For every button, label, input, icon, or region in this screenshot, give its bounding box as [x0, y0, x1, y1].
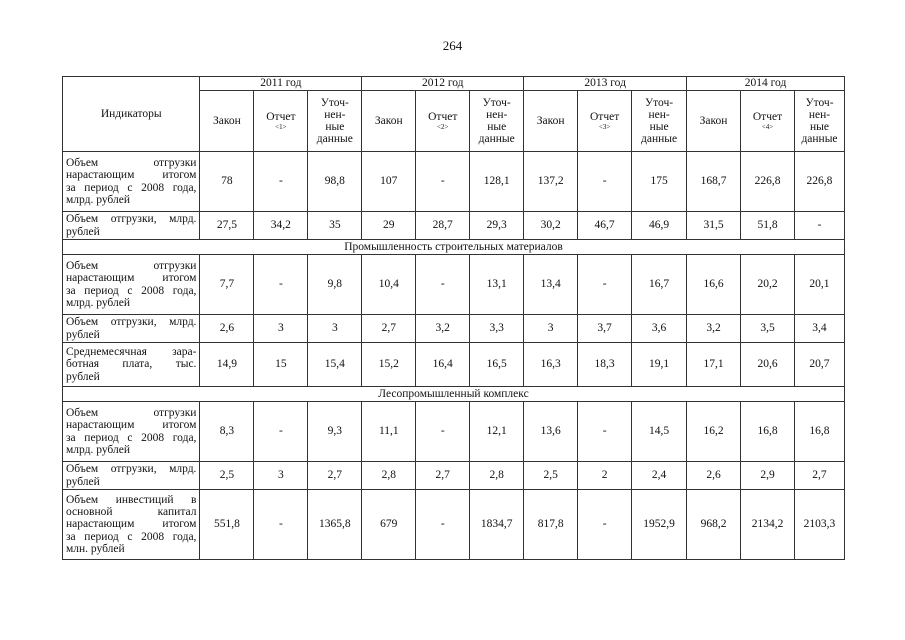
indicator-label-line: млн. рублей	[66, 542, 125, 555]
header-utoch-part: Уточ-	[645, 96, 674, 109]
value-cell: 78	[200, 152, 254, 212]
value-cell: 226,8	[794, 152, 844, 212]
value-cell: 1834,7	[470, 490, 524, 560]
value-cell: 3	[524, 315, 578, 343]
table-row	[63, 255, 845, 315]
value-cell: 16,8	[794, 402, 844, 462]
indicator-label-line: за период с 2008 года,	[66, 431, 197, 444]
header-otchet-ref: <4>	[761, 123, 774, 132]
value-cell: 168,7	[687, 152, 741, 212]
value-cell: 20,6	[741, 343, 795, 387]
value-cell: 2134,2	[741, 490, 795, 560]
value-cell: -	[578, 490, 632, 560]
value-cell: 27,5	[200, 212, 254, 240]
header-otchet	[578, 91, 632, 152]
value-cell: 29,3	[470, 212, 524, 240]
value-cell: 2,5	[524, 462, 578, 490]
value-cell: -	[578, 152, 632, 212]
indicator-label-line: млрд. рублей	[66, 296, 130, 309]
indicator-label-line: рублей	[66, 475, 100, 488]
header-year: 2011 год	[200, 77, 362, 91]
value-cell: 16,5	[470, 343, 524, 387]
value-cell: 2,8	[362, 462, 416, 490]
header-year: 2013 год	[524, 77, 687, 91]
value-cell: 3,3	[470, 315, 524, 343]
header-utoch-part: ные	[649, 121, 669, 133]
value-cell: 2,5	[200, 462, 254, 490]
value-cell: 13,4	[524, 255, 578, 315]
section-header: Промышленность строительных материалов	[63, 240, 845, 255]
value-cell: 3,2	[687, 315, 741, 343]
header-zakon: Закон	[362, 91, 416, 152]
indicator-label-line: за период с 2008 года,	[66, 284, 197, 297]
value-cell: 16,4	[416, 343, 470, 387]
page-number: 264	[442, 38, 463, 53]
value-cell: 226,8	[741, 152, 795, 212]
value-cell: 817,8	[524, 490, 578, 560]
value-cell: 34,2	[254, 212, 308, 240]
value-cell: 15,2	[362, 343, 416, 387]
indicator-label-line: нарастающим итогом	[66, 169, 197, 182]
header-utoch-part: данные	[801, 133, 838, 146]
indicator-label-line: Среднемесячная зара-	[66, 346, 197, 359]
header-utochnennye	[794, 91, 844, 152]
value-cell: -	[254, 402, 308, 462]
value-cell: 13,1	[470, 255, 524, 315]
header-utoch-part: нен-	[324, 108, 346, 121]
indicator-label-line: Объем отгрузки, млрд.	[66, 316, 197, 329]
value-cell: 11,1	[362, 402, 416, 462]
header-zakon: Закон	[524, 91, 578, 152]
header-indicators: Индикаторы	[63, 77, 200, 152]
indicator-label-line: Объем отгрузки, млрд.	[66, 213, 197, 226]
header-otchet-ref: <2>	[437, 123, 449, 132]
table-row	[63, 490, 845, 560]
value-cell: -	[254, 152, 308, 212]
value-cell: 9,3	[308, 402, 362, 462]
header-zakon: Закон	[200, 91, 254, 152]
indicator-label	[63, 212, 200, 240]
indicators-table	[62, 76, 845, 560]
value-cell: 16,7	[632, 255, 687, 315]
header-utochnennye	[308, 91, 362, 152]
value-cell: 13,6	[524, 402, 578, 462]
value-cell: 10,4	[362, 255, 416, 315]
indicator-label-line: Объем отгрузки	[66, 260, 197, 273]
indicator-label-line: рублей	[66, 370, 100, 383]
indicator-label-line: основной капитал	[66, 506, 197, 519]
value-cell: 107	[362, 152, 416, 212]
value-cell: 175	[632, 152, 687, 212]
value-cell: 20,1	[794, 255, 844, 315]
table-row	[63, 402, 845, 462]
indicator-label-line: нарастающим итогом	[66, 419, 197, 432]
value-cell: 14,9	[200, 343, 254, 387]
value-cell: 3,5	[741, 315, 795, 343]
value-cell: 14,5	[632, 402, 687, 462]
value-cell: -	[254, 255, 308, 315]
indicator-label-line: Объем отгрузки, млрд.	[66, 463, 197, 476]
value-cell: 18,3	[578, 343, 632, 387]
value-cell: 28,7	[416, 212, 470, 240]
header-utoch-part: ные	[809, 121, 829, 133]
value-cell: 16,8	[741, 402, 795, 462]
header-utoch-part: данные	[316, 133, 353, 146]
header-utoch-part: данные	[478, 133, 515, 146]
value-cell: 17,1	[687, 343, 741, 387]
table-row	[63, 152, 845, 212]
table-row	[63, 343, 845, 387]
indicator-label	[63, 490, 200, 560]
value-cell: 551,8	[200, 490, 254, 560]
value-cell: 1952,9	[632, 490, 687, 560]
value-cell: -	[254, 490, 308, 560]
value-cell: 46,7	[578, 212, 632, 240]
value-cell: 3,6	[632, 315, 687, 343]
value-cell: 29	[362, 212, 416, 240]
value-cell: 2,7	[416, 462, 470, 490]
indicator-label-line: нарастающим итогом	[66, 272, 197, 285]
header-utoch-part: нен-	[648, 108, 670, 121]
value-cell: 968,2	[687, 490, 741, 560]
indicator-label	[63, 255, 200, 315]
header-utoch-part: Уточ-	[482, 96, 511, 109]
indicator-label	[63, 315, 200, 343]
value-cell: 2,8	[470, 462, 524, 490]
value-cell: 3,4	[794, 315, 844, 343]
value-cell: 2,9	[741, 462, 795, 490]
indicator-label	[63, 402, 200, 462]
header-year: 2012 год	[362, 77, 524, 91]
indicator-label	[63, 462, 200, 490]
header-utoch-part: Уточ-	[805, 96, 834, 109]
value-cell: 2,7	[362, 315, 416, 343]
value-cell: 51,8	[741, 212, 795, 240]
value-cell: 2,4	[632, 462, 687, 490]
header-utoch-part: нен-	[486, 108, 508, 121]
value-cell: 9,8	[308, 255, 362, 315]
value-cell: 19,1	[632, 343, 687, 387]
header-otchet	[254, 91, 308, 152]
indicator-label-line: Объем отгрузки	[66, 407, 197, 420]
table-row	[63, 462, 845, 490]
value-cell: 3	[254, 462, 308, 490]
header-year: 2014 год	[687, 77, 845, 91]
indicator-label-line: ботная плата, тыс.	[66, 358, 197, 371]
value-cell: 3	[308, 315, 362, 343]
header-utoch-part: Уточ-	[320, 96, 349, 109]
value-cell: -	[416, 152, 470, 212]
header-utoch-part: данные	[641, 133, 678, 146]
header-otchet-label: Отчет	[752, 110, 783, 123]
header-otchet-label: Отчет	[428, 110, 458, 123]
header-otchet-ref: <3>	[598, 123, 611, 132]
value-cell: 3	[254, 315, 308, 343]
header-otchet-label: Отчет	[589, 110, 620, 123]
value-cell: -	[578, 255, 632, 315]
indicator-label-line: млрд. рублей	[66, 443, 130, 456]
indicator-label	[63, 343, 200, 387]
header-zakon: Закон	[687, 91, 741, 152]
value-cell: 2,7	[308, 462, 362, 490]
value-cell: 2,6	[687, 462, 741, 490]
header-utochnennye	[632, 91, 687, 152]
value-cell: 3,7	[578, 315, 632, 343]
value-cell: 31,5	[687, 212, 741, 240]
header-utoch-part: ные	[487, 121, 507, 133]
value-cell: 679	[362, 490, 416, 560]
header-utoch-part: нен-	[808, 108, 831, 121]
header-utochnennye	[470, 91, 524, 152]
value-cell: 7,7	[200, 255, 254, 315]
header-otchet-label: Отчет	[266, 110, 296, 123]
table-row	[63, 315, 845, 343]
indicator-label-line: за период с 2008 года,	[66, 181, 197, 194]
value-cell: -	[578, 402, 632, 462]
value-cell: 46,9	[632, 212, 687, 240]
indicator-label-line: Объем отгрузки	[66, 157, 197, 170]
indicator-label-line: млрд. рублей	[66, 193, 130, 206]
value-cell: 1365,8	[308, 490, 362, 560]
value-cell: 20,7	[794, 343, 844, 387]
indicator-label-line: рублей	[66, 328, 100, 341]
section-header: Лесопромышленный комплекс	[63, 387, 845, 402]
value-cell: 15,4	[308, 343, 362, 387]
value-cell: 98,8	[308, 152, 362, 212]
indicator-label-line: рублей	[66, 225, 100, 238]
value-cell: 137,2	[524, 152, 578, 212]
value-cell: 35	[308, 212, 362, 240]
value-cell: 16,3	[524, 343, 578, 387]
value-cell: 20,2	[741, 255, 795, 315]
value-cell: 2	[578, 462, 632, 490]
value-cell: -	[416, 402, 470, 462]
value-cell: 30,2	[524, 212, 578, 240]
value-cell: 15	[254, 343, 308, 387]
value-cell: 2,7	[794, 462, 844, 490]
value-cell: 3,2	[416, 315, 470, 343]
value-cell: -	[416, 255, 470, 315]
indicator-label-line: за период с 2008 года,	[66, 530, 197, 543]
value-cell: 8,3	[200, 402, 254, 462]
indicator-label	[63, 152, 200, 212]
value-cell: -	[794, 212, 844, 240]
value-cell: 128,1	[470, 152, 524, 212]
value-cell: 2,6	[200, 315, 254, 343]
indicator-label-line: Объем инвестиций в	[66, 493, 197, 506]
table-row	[63, 212, 845, 240]
header-otchet-ref: <1>	[275, 123, 287, 132]
value-cell: 16,2	[687, 402, 741, 462]
value-cell: 16,6	[687, 255, 741, 315]
value-cell: 12,1	[470, 402, 524, 462]
value-cell: 2103,3	[794, 490, 844, 560]
header-utoch-part: ные	[325, 121, 345, 133]
value-cell: -	[416, 490, 470, 560]
header-otchet	[416, 91, 470, 152]
indicator-label-line: нарастающим итогом	[66, 518, 197, 531]
header-otchet	[741, 91, 795, 152]
